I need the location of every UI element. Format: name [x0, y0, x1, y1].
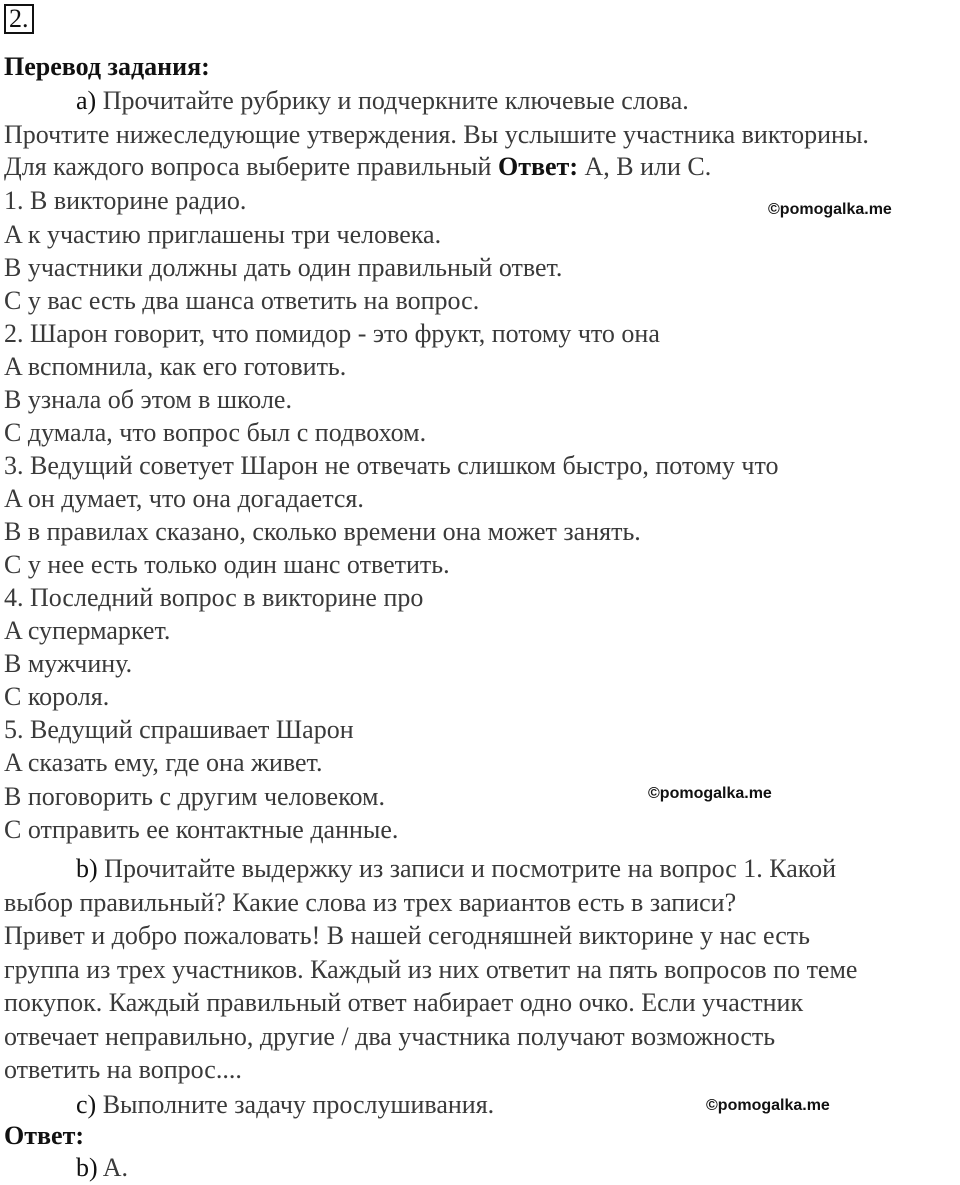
- question-line: C у вас есть два шанса ответить на вопрос.: [4, 286, 480, 315]
- question-line: 4. Последний вопрос в викторине про: [4, 583, 424, 612]
- part-a-instruction: [76, 84, 689, 118]
- question-line: A сказать ему, где она живет.: [4, 748, 323, 777]
- part-a-line-3-after: A, B или C.: [578, 152, 712, 181]
- question-line: C короля.: [4, 682, 110, 711]
- question-line: 1. В викторине радио.: [4, 186, 247, 215]
- answer-value: A.: [97, 1153, 129, 1182]
- part-c-text: Выполните задачу прослушивания.: [96, 1090, 495, 1119]
- recording-text-line: Привет и добро пожаловать! В нашей сегодняшней викторине у нас есть: [4, 921, 810, 950]
- answer-line: [76, 1151, 128, 1185]
- answer-label: b): [76, 1153, 98, 1182]
- part-b-label: b): [76, 854, 98, 883]
- question-line: A вспомнила, как его готовить.: [4, 352, 347, 381]
- part-b-text: Прочитайте выдержку из записи и посмотрите на вопрос 1. Какой: [97, 854, 837, 883]
- recording-text-line: ответить на вопрос....: [4, 1055, 242, 1084]
- question-line: B узнала об этом в школе.: [4, 385, 292, 414]
- answer-heading: Ответ:: [4, 1121, 85, 1150]
- question-line: A к участию приглашены три человека.: [4, 220, 442, 249]
- part-a-line-2: Прочтите нижеследующие утверждения. Вы услышите участника викторины.: [4, 120, 869, 149]
- question-line: C думала, что вопрос был с подвохом.: [4, 418, 427, 447]
- question-line: A он думает, что она догадается.: [4, 484, 364, 513]
- part-a-text: Прочитайте рубрику и подчеркните ключевые слова.: [96, 86, 689, 115]
- question-line: C у нее есть только один шанс ответить.: [4, 550, 450, 579]
- part-a-label: a): [76, 86, 97, 115]
- question-line: B участники должны дать один правильный ответ.: [4, 253, 563, 282]
- question-line: B в правилах сказано, сколько времени она может занять.: [4, 517, 641, 546]
- question-line: 5. Ведущий спрашивает Шарон: [4, 715, 354, 744]
- part-a-line-3-before: Для каждого вопроса выберите правильный: [4, 152, 498, 181]
- task-number-box: 2.: [4, 4, 34, 34]
- part-c-label: c): [76, 1090, 97, 1119]
- recording-text-line: отвечает неправильно, другие / два участника получают возможность: [4, 1022, 776, 1051]
- watermark: ©pomogalka.me: [768, 201, 892, 218]
- recording-text-line: группа из трех участников. Каждый из них ответит на пять вопросов по теме: [4, 955, 858, 984]
- recording-text-line: покупок. Каждый правильный ответ набирает одно очко. Если участник: [4, 988, 804, 1017]
- watermark: ©pomogalka.me: [648, 785, 772, 802]
- part-b-instruction: [76, 852, 836, 886]
- part-c-instruction: [76, 1088, 494, 1122]
- question-line: 3. Ведущий советует Шарон не отвечать слишком быстро, потому что: [4, 451, 779, 480]
- watermark: ©pomogalka.me: [706, 1097, 830, 1114]
- part-b-line-2: выбор правильный? Какие слова из трех вариантов есть в записи?: [4, 888, 737, 917]
- question-line: A супермаркет.: [4, 616, 171, 645]
- question-line: 2. Шарон говорит, что помидор - это фрукт, потому что она: [4, 319, 660, 348]
- question-line: B поговорить с другим человеком.: [4, 782, 385, 811]
- part-a-line-3: [4, 150, 711, 184]
- translation-heading: Перевод задания:: [4, 52, 210, 81]
- part-a-answer-word: Ответ:: [497, 152, 578, 181]
- question-line: B мужчину.: [4, 649, 133, 678]
- question-line: C отправить ее контактные данные.: [4, 815, 399, 844]
